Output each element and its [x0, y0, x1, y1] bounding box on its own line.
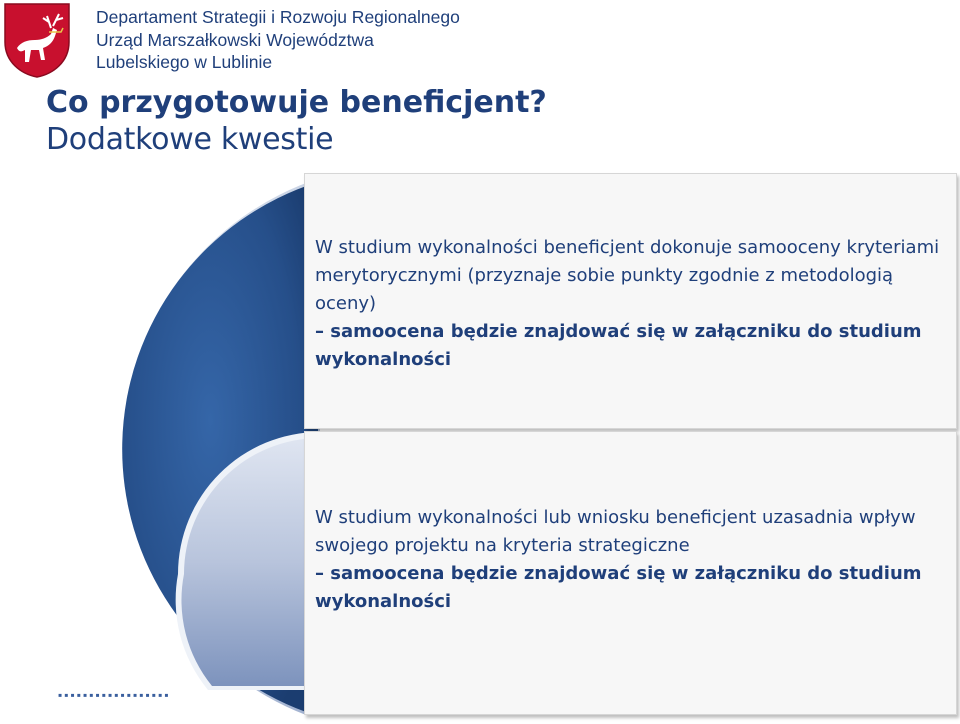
box-2-text: W studium wykonalności lub wniosku beneficjent uzasadnia wpływ swojego projektu na kryteria strategiczne	[315, 507, 916, 556]
content-box-1	[304, 173, 957, 429]
title-line-2: Dodatkowe kwestie	[46, 122, 334, 157]
content-box-2	[304, 431, 957, 715]
box-1-note: – samoocena będzie znajdować się w załączniku do studium wykonalności	[315, 321, 922, 370]
org-line-1: Departament Strategii i Rozwoju Regionalnego	[96, 7, 460, 27]
box-2-note: – samoocena będzie znajdować się w załączniku do studium wykonalności	[315, 563, 922, 612]
slide-title	[46, 84, 547, 158]
box-1-text: W studium wykonalności beneficjent dokonuje samooceny kryteriami merytorycznymi (przyznaje sobie punkty zgodnie z metodologią oceny)	[315, 237, 940, 314]
org-line-3: Lubelskiego w Lublinie	[96, 52, 273, 72]
title-line-1: Co przygotowuje beneficjent?	[46, 85, 547, 120]
org-line-2: Urząd Marszałkowski Województwa	[96, 29, 374, 50]
dotted-decoration: ▪▪▪▪▪▪▪▪▪▪▪▪▪▪▪▪▪▪	[58, 688, 171, 702]
